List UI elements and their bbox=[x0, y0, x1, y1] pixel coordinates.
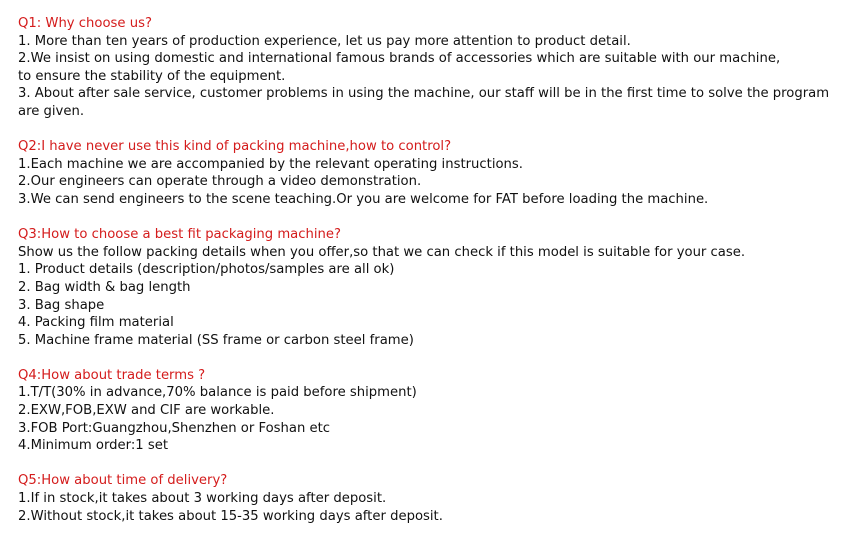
faq-answer-line: 4. Packing film material bbox=[18, 315, 174, 331]
faq-answer-line: 5. Machine frame material (SS frame or carbon steel frame) bbox=[18, 332, 414, 348]
faq-answer-line: 1.Each machine we are accompanied by the relevant operating instructions. bbox=[18, 156, 523, 172]
faq-question: Q5:How about time of delivery? bbox=[18, 473, 228, 489]
faq-section-q2 bbox=[18, 138, 838, 208]
faq-question: Q3:How to choose a best fit packaging machine? bbox=[18, 227, 342, 243]
faq-answer-line: 1.T/T(30% in advance,70% balance is paid before shipment) bbox=[18, 385, 417, 401]
faq-answer-line: 2.We insist on using domestic and international famous brands of accessories which are suitable with our machine, bbox=[18, 51, 781, 67]
faq-answer-line: 2.Our engineers can operate through a video demonstration. bbox=[18, 174, 422, 190]
faq-answer-line: to ensure the stability of the equipment. bbox=[18, 68, 286, 84]
faq-answer-line: 1. More than ten years of production experience, let us pay more attention to product detail. bbox=[18, 33, 631, 49]
faq-answer-line: 3. Bag shape bbox=[18, 297, 105, 313]
faq-question: Q2:I have never use this kind of packing machine,how to control? bbox=[18, 139, 452, 155]
faq-answer-line: 3.FOB Port:Guangzhou,Shenzhen or Foshan etc bbox=[18, 420, 331, 436]
faq-answer-line: 1. Product details (description/photos/samples are all ok) bbox=[18, 262, 395, 278]
faq-section-q1 bbox=[18, 15, 838, 121]
faq-answer-line: are given. bbox=[18, 103, 85, 119]
faq-answer-line: 2.Without stock,it takes about 15-35 working days after deposit. bbox=[18, 508, 443, 524]
faq-section-q5 bbox=[18, 472, 838, 525]
faq-section-q3 bbox=[18, 226, 838, 349]
faq-answer-line: 3.We can send engineers to the scene teaching.Or you are welcome for FAT before loading the machine. bbox=[18, 191, 709, 207]
faq-question: Q1: Why choose us? bbox=[18, 16, 152, 31]
faq-answer-line: Show us the follow packing details when you offer,so that we can check if this model is suitable for your case. bbox=[18, 244, 746, 260]
faq-question: Q4:How about trade terms ? bbox=[18, 367, 206, 383]
faq-answer-line: 3. About after sale service, customer problems in using the machine, our staff will be in the first time to solve the program bbox=[18, 86, 830, 102]
faq-answer-line: 4.Minimum order:1 set bbox=[18, 438, 169, 454]
faq-section-q4 bbox=[18, 367, 838, 455]
faq-answer-line: 1.If in stock,it takes about 3 working days after deposit. bbox=[18, 491, 387, 507]
faq-answer-line: 2. Bag width & bag length bbox=[18, 279, 191, 295]
faq-answer-line: 2.EXW,FOB,EXW and CIF are workable. bbox=[18, 403, 275, 419]
faq-document bbox=[18, 15, 838, 543]
